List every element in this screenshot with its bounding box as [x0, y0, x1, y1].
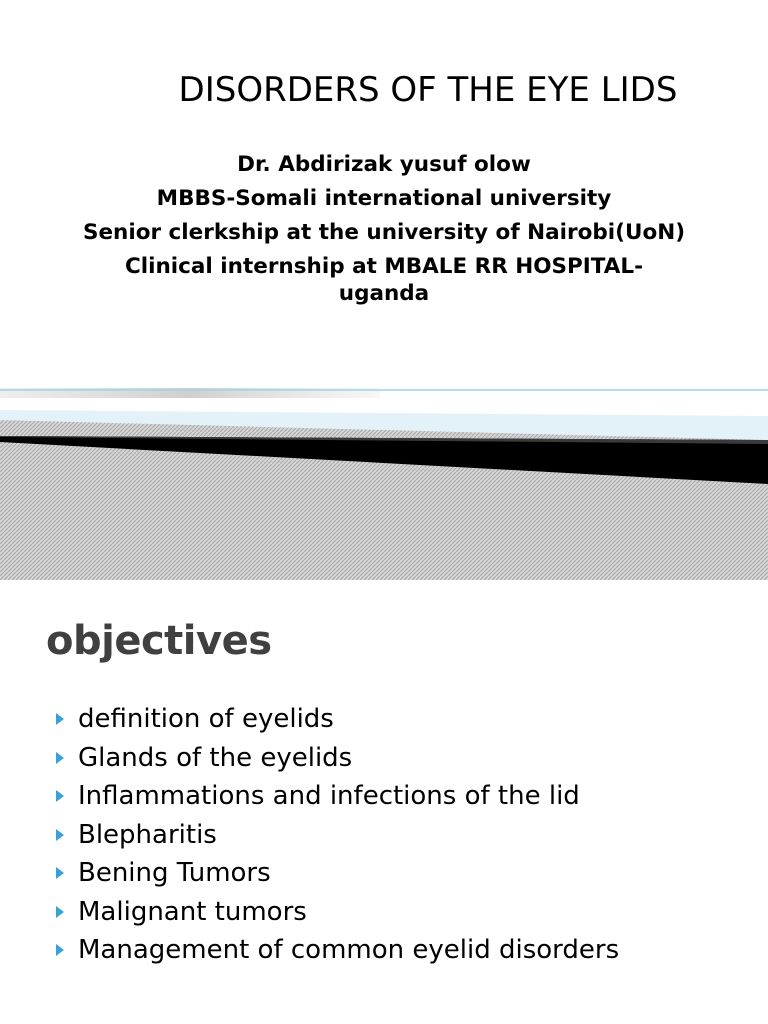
- list-item: Malignant tumors: [56, 893, 619, 932]
- triangle-bullet-icon: [56, 906, 64, 918]
- triangle-bullet-icon: [56, 713, 64, 725]
- triangle-bullet-icon: [56, 944, 64, 956]
- triangle-bullet-icon: [56, 867, 64, 879]
- list-item: definition of eyelids: [56, 700, 619, 739]
- author-clerkship: Senior clerkship at the university of Nairobi(UoN): [82, 220, 686, 245]
- slide-title: DISORDERS OF THE EYE LIDS: [178, 70, 678, 110]
- author-internship-country: uganda: [338, 281, 430, 306]
- list-item: Blepharitis: [56, 816, 619, 855]
- author-degree: MBBS-Somali international university: [156, 186, 612, 211]
- objectives-list: [56, 700, 619, 970]
- decorative-bands: [0, 380, 768, 580]
- triangle-bullet-icon: [56, 790, 64, 802]
- author-internship: Clinical internship at MBALE RR HOSPITAL-: [124, 254, 644, 279]
- author-name: Dr. Abdirizak yusuf olow: [237, 152, 531, 177]
- triangle-bullet-icon: [56, 829, 64, 841]
- objectives-title: objectives: [46, 618, 272, 664]
- author-info: [0, 148, 768, 304]
- triangle-bullet-icon: [56, 752, 64, 764]
- list-item: Inflammations and infections of the lid: [56, 777, 619, 816]
- list-item: Management of common eyelid disorders: [56, 931, 619, 970]
- objectives-slide: [0, 580, 768, 1024]
- list-item: Bening Tumors: [56, 854, 619, 893]
- list-item: Glands of the eyelids: [56, 739, 619, 778]
